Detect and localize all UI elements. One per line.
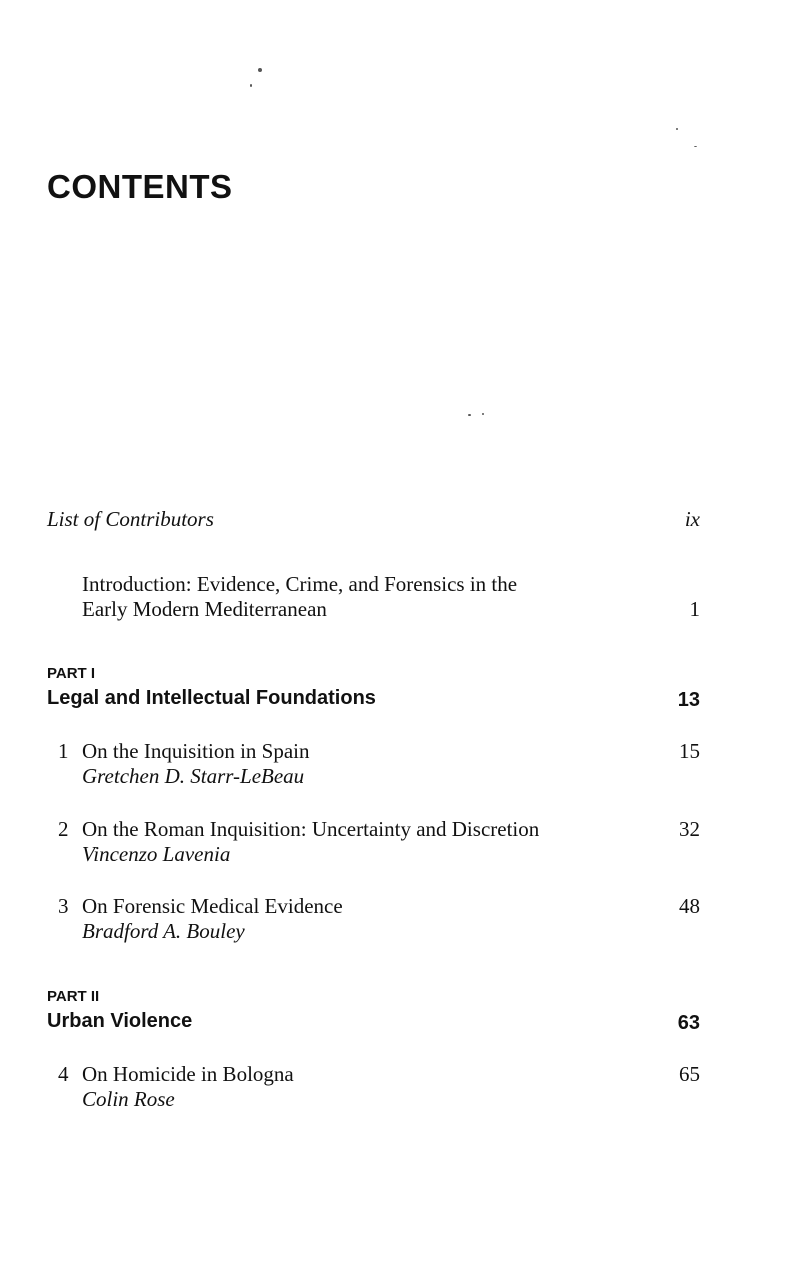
part-title[interactable]: Legal and Intellectual Foundations [47,687,376,709]
chapter-number: 3 [58,894,69,918]
chapter-title[interactable]: On the Roman Inquisition: Uncertainty and Discretion [82,817,540,841]
chapter-page: 32 [679,817,700,841]
page-title: CONTENTS [47,168,233,205]
chapter-number: 2 [58,817,69,841]
scan-speck [468,414,471,416]
toc-page-contributors: ix [684,507,700,531]
scan-speck [676,128,678,130]
chapter-number: 1 [58,739,69,763]
part-label: PART II [47,988,100,1005]
toc-entry-introduction[interactable]: Introduction: Evidence, Crime, and Forensics in the [82,572,518,596]
chapter-page: 15 [679,739,700,763]
part-page: 63 [677,1012,700,1034]
chapter-author: Colin Rose [82,1087,175,1111]
chapter-author: Vincenzo Lavenia [82,842,231,866]
scan-speck [482,413,484,415]
scan-speck [694,146,697,147]
part-page: 13 [677,689,700,711]
chapter-author: Bradford A. Bouley [82,919,245,943]
scan-speck [250,84,252,87]
toc-page-introduction: 1 [689,597,700,621]
chapter-page: 48 [679,894,700,918]
part-label: PART I [47,665,96,682]
toc-entry-introduction-cont[interactable]: Early Modern Mediterranean [82,597,327,621]
chapter-title[interactable]: On Forensic Medical Evidence [82,894,343,918]
chapter-page: 65 [679,1062,700,1086]
part-title[interactable]: Urban Violence [47,1010,193,1032]
chapter-number: 4 [58,1062,69,1086]
toc-entry-contributors[interactable]: List of Contributors [47,507,214,531]
scan-speck [258,68,262,72]
chapter-title[interactable]: On the Inquisition in Spain [82,739,310,763]
chapter-title[interactable]: On Homicide in Bologna [82,1062,294,1086]
chapter-author: Gretchen D. Starr-LeBeau [82,764,305,788]
